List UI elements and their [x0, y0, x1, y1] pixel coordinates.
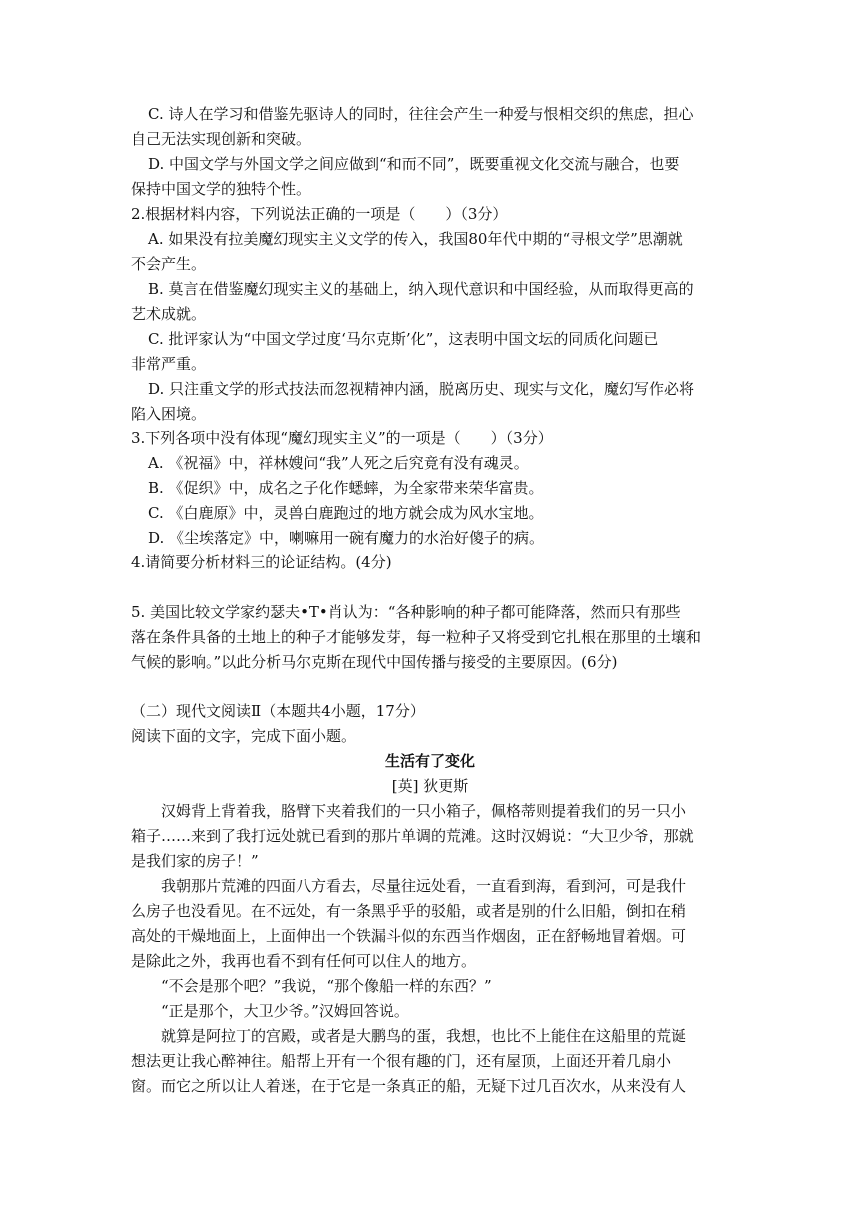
q3-option-d: D. 《尘埃落定》中，喇嘛用一碗有魔力的水治好傻子的病。: [148, 529, 545, 547]
story-line: 想法更让我心醉神往。船帮上开有一个很有趣的门，还有屋顶，上面还开着几扇小: [131, 1052, 672, 1070]
instruction: 阅读下面的文字，完成下面小题。: [131, 727, 357, 745]
story-line: 汉姆背上背着我，胳臂下夹着我们的一只小箱子，佩格蒂则提着我们的另一只小: [161, 802, 687, 820]
q2-option-c-line1: C. 批评家认为“中国文学过度‘马尔克斯’化”，这表明中国文坛的同质化问题已: [148, 330, 659, 348]
q3-option-a: A. 《祝福》中，祥林嫂问“我”人死之后究竟有没有魂灵。: [148, 454, 529, 472]
story-line: 高处的干燥地面上，上面伸出一个铁漏斗似的东西当作烟囱，正在舒畅地冒着烟。可: [131, 927, 687, 945]
q2-option-d-line1: D. 只注重文学的形式技法而忽视精神内涵，脱离历史、现实与文化，魔幻写作必将: [148, 380, 695, 398]
story-line: 是除此之外，我再也看不到有任何可以住人的地方。: [131, 952, 477, 970]
q2-option-a-line2: 不会产生。: [131, 255, 207, 273]
q4-stem: 4.请简要分析材料三的论证结构。(4分): [131, 553, 392, 571]
q2-option-c-line2: 非常严重。: [131, 355, 207, 373]
section-heading: （二）现代文阅读Ⅱ（本题共4小题，17分）: [131, 702, 425, 720]
q1-option-c-line1: C. 诗人在学习和借鉴先驱诗人的同时，往往会产生一种爱与恨相交织的焦虑，担心: [148, 105, 694, 123]
q2-stem: 2.根据材料内容，下列说法正确的一项是（ ）（3分）: [131, 205, 508, 223]
q5-line3: 气候的影响。”以此分析马尔克斯在现代中国传播与接受的主要原因。(6分): [131, 653, 618, 671]
q2-option-a-line1: A. 如果没有拉美魔幻现实主义文学的传入，我国80年代中期的“寻根文学”思潮就: [148, 230, 683, 248]
q5-line2: 落在条件具备的土地上的种子才能够发芽，每一粒种子又将受到它扎根在那里的土壤和: [131, 628, 702, 646]
story-line: 就算是阿拉丁的宫殿，或者是大鹏鸟的蛋，我想，也比不上能住在这船里的荒诞: [161, 1027, 687, 1045]
q1-option-d-line1: D. 中国文学与外国文学之间应做到“和而不同”，既要重视文化交流与融合，也要: [148, 155, 680, 173]
q3-option-b: B. 《促织》中，成名之子化作蟋蟀，为全家带来荣华富贵。: [148, 479, 544, 497]
q1-option-d-line2: 保持中国文学的独特个性。: [131, 180, 312, 198]
story-line: 么房子也没看见。在不远处，有一条黑乎乎的驳船，或者是别的什么旧船，倒扣在稍: [131, 902, 687, 920]
q3-option-c: C. 《白鹿原》中，灵兽白鹿跑过的地方就会成为风水宝地。: [148, 504, 544, 522]
story-line: 我朝那片荒滩的四面八方看去，尽量往远处看，一直看到海，看到河，可是我什: [161, 877, 687, 895]
q3-stem: 3.下列各项中没有体现“魔幻现实主义”的一项是（ ）（3分）: [131, 429, 553, 447]
story-title: 生活有了变化: [384, 752, 475, 770]
q2-option-b-line2: 艺术成就。: [131, 305, 207, 323]
q2-option-b-line1: B. 莫言在借鉴魔幻现实主义的基础上，纳入现代意识和中国经验，从而取得更高的: [148, 280, 694, 298]
story-line: “正是那个，大卫少爷。”汉姆回答说。: [161, 1002, 409, 1020]
story-author: [英] 狄更斯: [391, 777, 469, 795]
q1-option-c-line2: 自己无法实现创新和突破。: [131, 130, 312, 148]
story-line: 窗。而它之所以让人着迷，在于它是一条真正的船，无疑下过几百次水，从来没有人: [131, 1077, 687, 1095]
q5-line1: 5. 美国比较文学家约瑟夫•T•肖认为：“各种影响的种子都可能降落，然而只有那些: [131, 603, 681, 621]
q2-option-d-line2: 陷入困境。: [131, 405, 207, 423]
story-line: “不会是那个吧？”我说，“那个像船一样的东西？”: [161, 977, 492, 995]
story-line: 是我们家的房子！”: [131, 852, 259, 870]
story-line: 箱子……来到了我打远处就已看到的那片单调的荒滩。这时汉姆说：“大卫少爷，那就: [131, 827, 694, 845]
